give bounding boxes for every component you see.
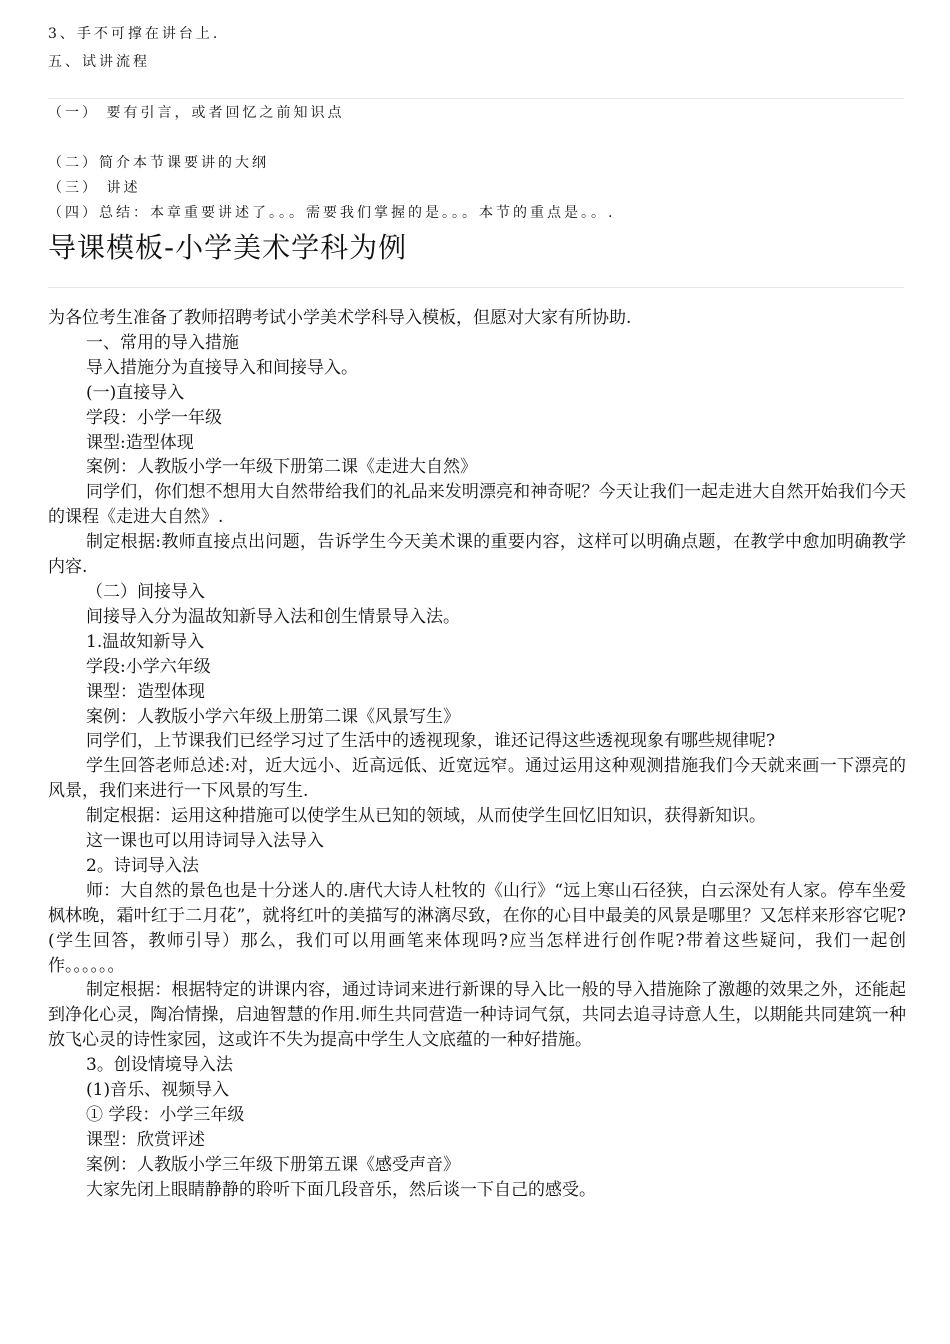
- paragraph: 课型:造型体现: [86, 432, 194, 453]
- paragraph: 案例：人教版小学一年级下册第二课《走进大自然》: [86, 457, 477, 478]
- section-heading-trial-process: 五、试讲流程: [48, 54, 150, 70]
- process-step-2: （二）简介本节课要讲的大纲: [48, 155, 269, 171]
- process-step-3: （三） 讲述: [48, 180, 141, 196]
- paragraph: 学段：小学一年级: [86, 407, 222, 428]
- paragraph: 为各位考生准备了教师招聘考试小学美术学科导入模板，但愿对大家有所协助.: [48, 308, 632, 328]
- paragraph: 这一课也可以用诗词导入法导入: [86, 831, 324, 852]
- paragraph: 大家先闭上眼睛静静的聆听下面几段音乐，然后谈一下自己的感受。: [86, 1179, 596, 1200]
- paragraph: 学段:小学六年级: [86, 656, 211, 677]
- paragraph: 1.温故知新导入: [86, 631, 205, 652]
- page-title: 导课模板-小学美术学科为例: [48, 231, 408, 264]
- paragraph: 导入措施分为直接导入和间接导入。: [86, 357, 358, 378]
- paragraph: 课型：欣赏评述: [86, 1129, 205, 1150]
- paragraph: 同学们，上节课我们已经学习过了生活中的透视现象，谁还记得这些透视现象有哪些规律呢?: [86, 731, 776, 752]
- paragraph: ① 学段：小学三年级: [86, 1105, 245, 1125]
- process-step-1: （一） 要有引言，或者回忆之前知识点: [48, 105, 345, 121]
- paragraph: 案例：人教版小学三年级下册第五课《感受声音》: [86, 1154, 460, 1175]
- paragraph: 课型：造型体现: [86, 681, 205, 702]
- paragraph: 同学们，你们想不想用大自然带给我们的礼品来发明漂亮和神奇呢？今天让我们一起走进大自然开始我们今天的课程《走进大自然》.: [48, 482, 906, 528]
- paragraph: (一)直接导入: [86, 382, 185, 403]
- process-step-4: （四）总结：本章重要讲述了。。。需要我们掌握的是。。。本节的重点是。。.: [48, 205, 616, 221]
- paragraph: 案例：人教版小学六年级上册第二课《风景写生》: [86, 706, 460, 727]
- paragraph: （二）间接导入: [86, 581, 205, 602]
- paragraph: 师：大自然的景色也是十分迷人的.唐代大诗人杜牧的《山行》“远上寒山石径狭，白云深处有人家。停车坐爱枫林晚，霜叶红于二月花”，就将红叶的美描写的淋漓尽致，在你的心目中最美的风景是哪里？又怎样来形容它呢?(学生回答，教师引导）那么，我们可以用画笔来体现吗?应当怎样进行创作呢?带着这些疑问，我们一起创作。。。。。。: [48, 880, 906, 976]
- paragraph: 制定根据:教师直接点出问题，告诉学生今天美术课的重要内容，这样可以明确点题，在教学中愈加明确教学内容.: [48, 532, 906, 578]
- paragraph: 3。创设情境导入法: [86, 1055, 233, 1076]
- divider: [48, 98, 904, 99]
- paragraph: 制定根据：运用这种措施可以使学生从已知的领域，从而使学生回忆旧知识，获得新知识。: [86, 806, 766, 827]
- title-divider: [48, 287, 904, 288]
- article-body: [48, 306, 906, 1203]
- paragraph: 学生回答老师总述:对，近大远小、近高远低、近宽远窄。通过运用这种观测措施我们今天就来画一下漂亮的风景，我们来进行一下风景的写生.: [48, 756, 906, 802]
- paragraph: 间接导入分为温故知新导入法和创生情景导入法。: [86, 606, 460, 627]
- paragraph: 2。诗词导入法: [86, 855, 199, 876]
- paragraph: 制定根据：根据特定的讲课内容，通过诗词来进行新课的导入比一般的导入措施除了激趣的效果之外，还能起到净化心灵，陶冶情操，启迪智慧的作用.师生共同营造一种诗词气氛，共同去追寻诗意人生，以期能共同建筑一种放飞心灵的诗性家园，这或许不失为提高中学生人文底蕴的一种好措施。: [48, 980, 906, 1051]
- list-item-rule-3: 3、手不可撑在讲台上.: [48, 26, 221, 42]
- paragraph: (1)音乐、视频导入: [86, 1080, 230, 1101]
- paragraph: 一、常用的导入措施: [86, 332, 239, 353]
